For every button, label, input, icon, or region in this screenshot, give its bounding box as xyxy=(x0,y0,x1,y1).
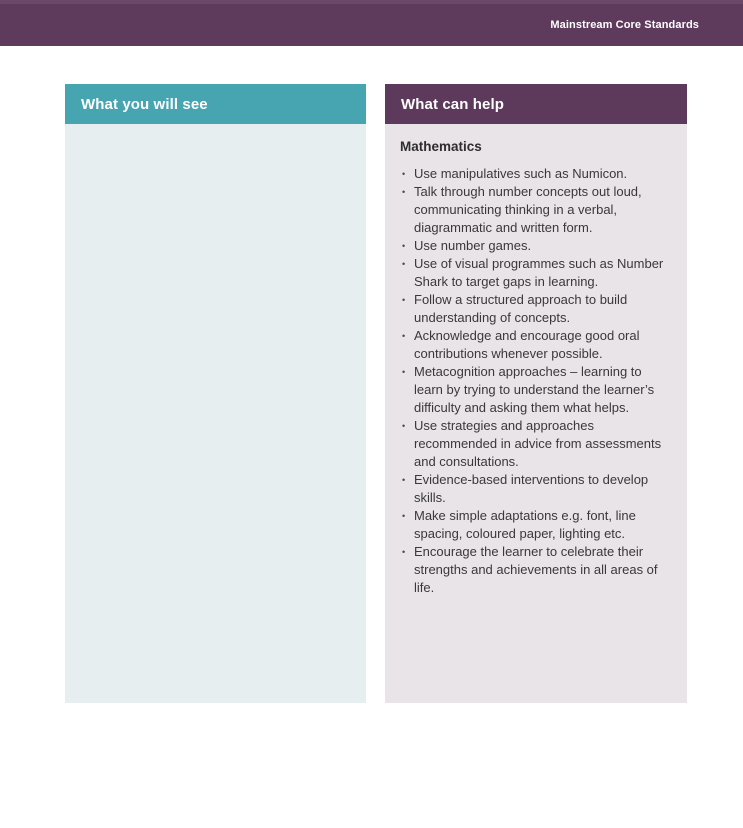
help-bullet-item: • Use number games. xyxy=(400,237,672,255)
help-bullet-item: • Evidence-based interventions to develop skills. xyxy=(400,471,672,507)
help-bullet-item: • Talk through number concepts out loud, communicating thinking in a verbal, diagrammatic and written form. xyxy=(400,183,672,237)
column-header-what-you-will-see xyxy=(65,84,366,124)
help-bullet-list xyxy=(400,165,672,597)
column-body-what-you-will-see xyxy=(65,124,366,703)
help-bullet-item: • Make simple adaptations e.g. font, line spacing, coloured paper, lighting etc. xyxy=(400,507,672,543)
column-what-you-will-see xyxy=(65,84,366,703)
section-title-mathematics: Mathematics xyxy=(400,139,482,154)
help-bullet-item: • Encourage the learner to celebrate their strengths and achievements in all areas of life. xyxy=(400,543,672,597)
column-body-what-can-help xyxy=(385,124,687,703)
help-bullet-item: • Use strategies and approaches recommended in advice from assessments and consultations. xyxy=(400,417,672,471)
top-banner xyxy=(0,0,743,46)
help-bullet-item: • Follow a structured approach to build understanding of concepts. xyxy=(400,291,672,327)
help-bullet-item: • Use of visual programmes such as Number Shark to target gaps in learning. xyxy=(400,255,672,291)
help-bullet-item: • Use manipulatives such as Numicon. xyxy=(400,165,672,183)
column-title-what-can-help: What can help xyxy=(401,95,504,113)
column-title-what-you-will-see: What you will see xyxy=(81,95,208,113)
two-column-layout xyxy=(65,84,687,703)
help-bullet-item: • Acknowledge and encourage good oral contributions whenever possible. xyxy=(400,327,672,363)
column-what-can-help xyxy=(385,84,687,703)
help-bullet-item: • Metacognition approaches – learning to learn by trying to understand the learner’s difficulty and asking them what helps. xyxy=(400,363,672,417)
column-header-what-can-help xyxy=(385,84,687,124)
document-title: Mainstream Core Standards xyxy=(550,19,699,31)
